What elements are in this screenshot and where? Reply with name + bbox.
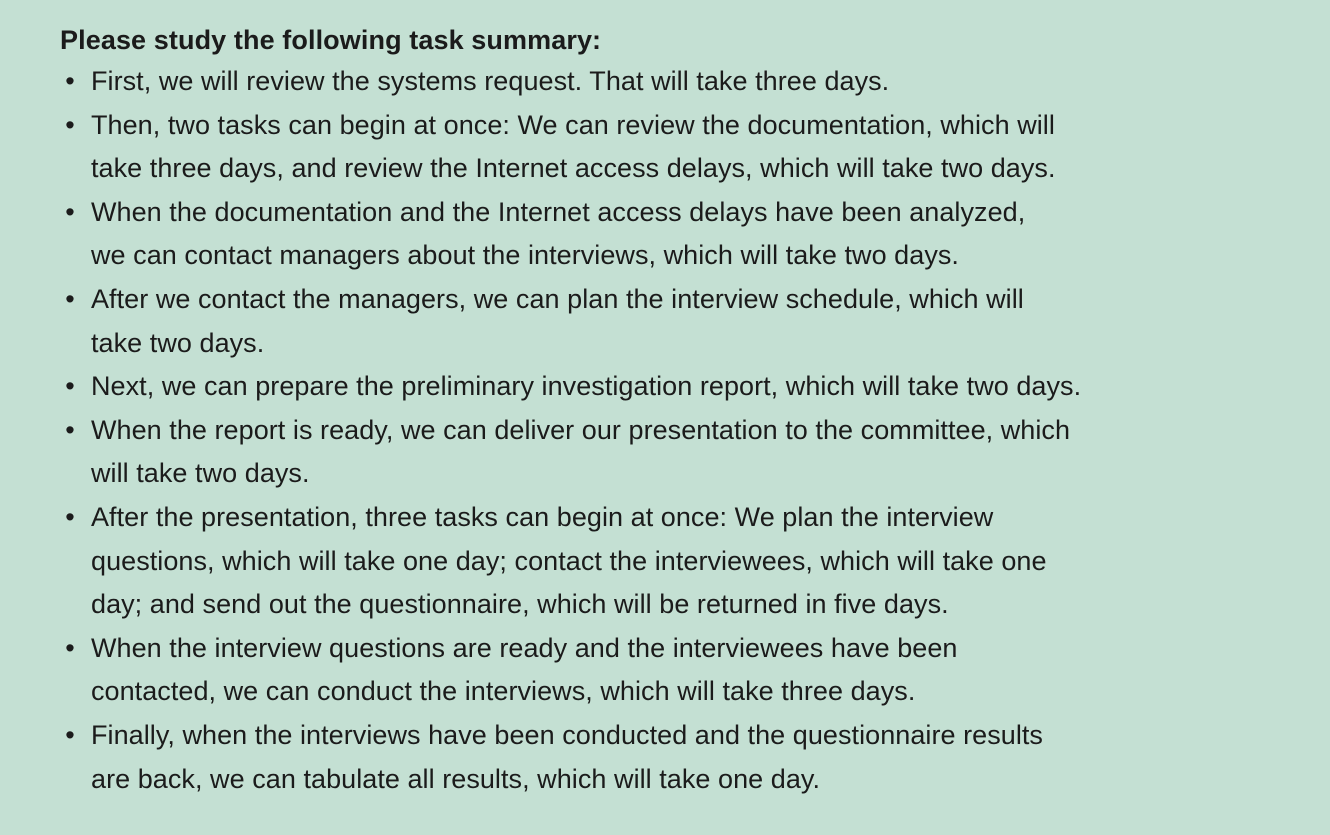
task-item (60, 496, 1290, 627)
task-item (60, 104, 1290, 191)
task-text-line: will take two days. (91, 458, 310, 489)
task-item (60, 627, 1290, 714)
task-text-line: When the interview questions are ready and the interviewees have been (91, 632, 958, 663)
task-text-line: day; and send out the questionnaire, which will be returned in five days. (91, 589, 949, 620)
task-item (60, 191, 1290, 278)
task-text-line: When the documentation and the Internet access delays have been analyzed, (91, 196, 1026, 227)
task-text-line: First, we will review the systems request. That will take three days. (91, 66, 890, 96)
task-list (60, 60, 1290, 801)
task-item (60, 365, 1290, 409)
task-summary-heading: Please study the following task summary: (60, 25, 602, 55)
task-text-line: After the presentation, three tasks can begin at once: We plan the interview (91, 501, 994, 532)
bullet-icon: • (65, 196, 75, 227)
task-text-line: When the report is ready, we can deliver our presentation to the committee, which (91, 414, 1071, 445)
bullet-icon: • (65, 501, 75, 532)
bullet-icon: • (65, 414, 75, 445)
bullet-icon: • (65, 283, 75, 314)
task-text-line: Then, two tasks can begin at once: We can review the documentation, which will (91, 109, 1055, 140)
bullet-icon: • (65, 66, 75, 96)
task-text-line: Finally, when the interviews have been conducted and the questionnaire results (91, 719, 1043, 750)
task-item (60, 278, 1290, 365)
task-text-line: we can contact managers about the interviews, which will take two days. (91, 240, 959, 271)
task-text-line: take two days. (91, 327, 265, 358)
task-text-line: After we contact the managers, we can plan the interview schedule, which will (91, 283, 1024, 314)
task-item (60, 714, 1290, 801)
task-item (60, 60, 1290, 104)
task-item (60, 409, 1290, 496)
task-text-line: contacted, we can conduct the interviews, which will take three days. (91, 676, 916, 707)
bullet-icon: • (65, 371, 75, 402)
task-text-line: take three days, and review the Internet access delays, which will take two days. (91, 153, 1056, 184)
bullet-icon: • (65, 719, 75, 750)
task-text-line: Next, we can prepare the preliminary investigation report, which will take two days. (91, 371, 1082, 402)
bullet-icon: • (65, 109, 75, 140)
bullet-icon: • (65, 632, 75, 663)
task-text-line: questions, which will take one day; contact the interviewees, which will take one (91, 545, 1047, 576)
task-text-line: are back, we can tabulate all results, which will take one day. (91, 763, 821, 794)
